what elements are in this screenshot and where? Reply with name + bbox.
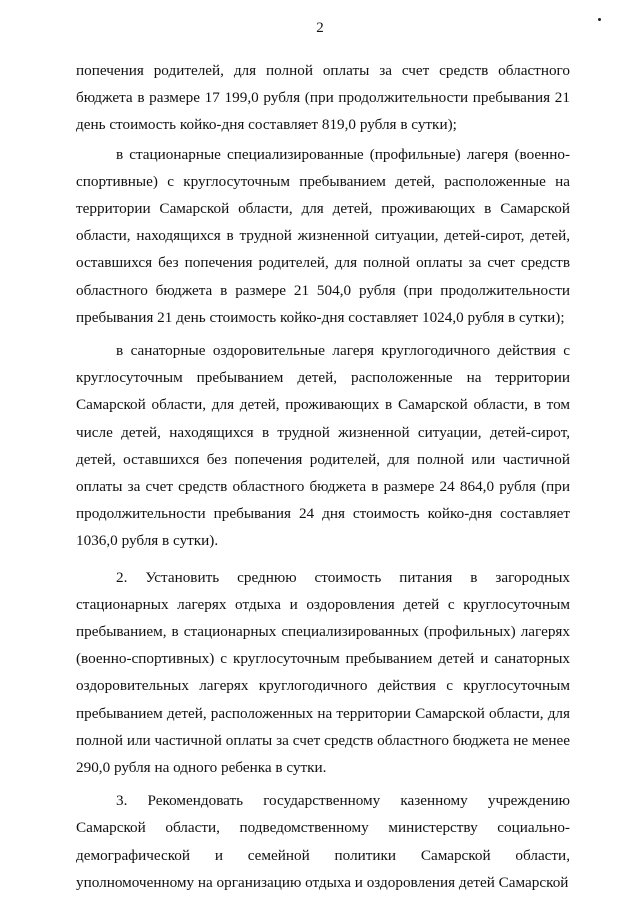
scan-speck	[598, 18, 601, 21]
paragraph-sanatorium-camps: в санаторные оздоровительные лагеря круглогодичного действия с круглосуточным пребыванием детей, расположенные на территории Самарской области, для детей, проживающих в Самарской области, в том числе детей, находящихся в трудной жизненной ситуации, детей-сирот, детей, оставшихся без попечения родителей, для полной или частичной оплаты за счет средств областного бюджета в размере 24 864,0 рубля (при продолжительности пребывания 24 дня стоимость койко-дня составляет 1036,0 рубля в сутки).	[76, 342, 570, 550]
paragraph-specialized-camps: в стационарные специализированные (профильные) лагеря (военно-спортивные) с круглосуточным пребыванием детей, расположенные на территории Самарской области, для детей, проживающих в Самарской области, находящихся в трудной жизненной ситуации, детей-сирот, детей, оставшихся без попечения родителей, для полной оплаты за счет средств областного бюджета в размере 21 504,0 рубля (при продолжительности пребывания 21 день стоимость койко-дня составляет 1024,0 рубля в сутки);	[76, 145, 570, 326]
paragraph-item-3: 3. Рекомендовать государственному казенному учреждению Самарской области, подведомственному министерству социально-демографической и семейной политики Самарской области, уполномоченному на организацию отдыха и оздоровления детей Самарской	[76, 792, 570, 891]
page-number: 2	[316, 20, 324, 36]
paragraph-continuation: попечения родителей, для полной оплаты за счет средств областного бюджета в размере 17 199,0 рубля (при продолжительности пребывания 21 день стоимость койко-дня составляет 819,0 рубля в сутки);	[76, 62, 570, 134]
document-body	[76, 57, 570, 896]
paragraph-item-2: 2. Установить среднюю стоимость питания в загородных стационарных лагерях отдыха и оздоровления детей с круглосуточным пребыванием, в стационарных специализированных (профильных) лагерях (военно-спортивных) с круглосуточным пребыванием детей и санаторных оздоровительных лагерях круглогодичного действия с круглосуточным пребыванием детей, расположенных на территории Самарской области, для полной или частичной оплаты за счет средств областного бюджета не менее 290,0 рубля на одного ребенка в сутки.	[76, 568, 570, 777]
